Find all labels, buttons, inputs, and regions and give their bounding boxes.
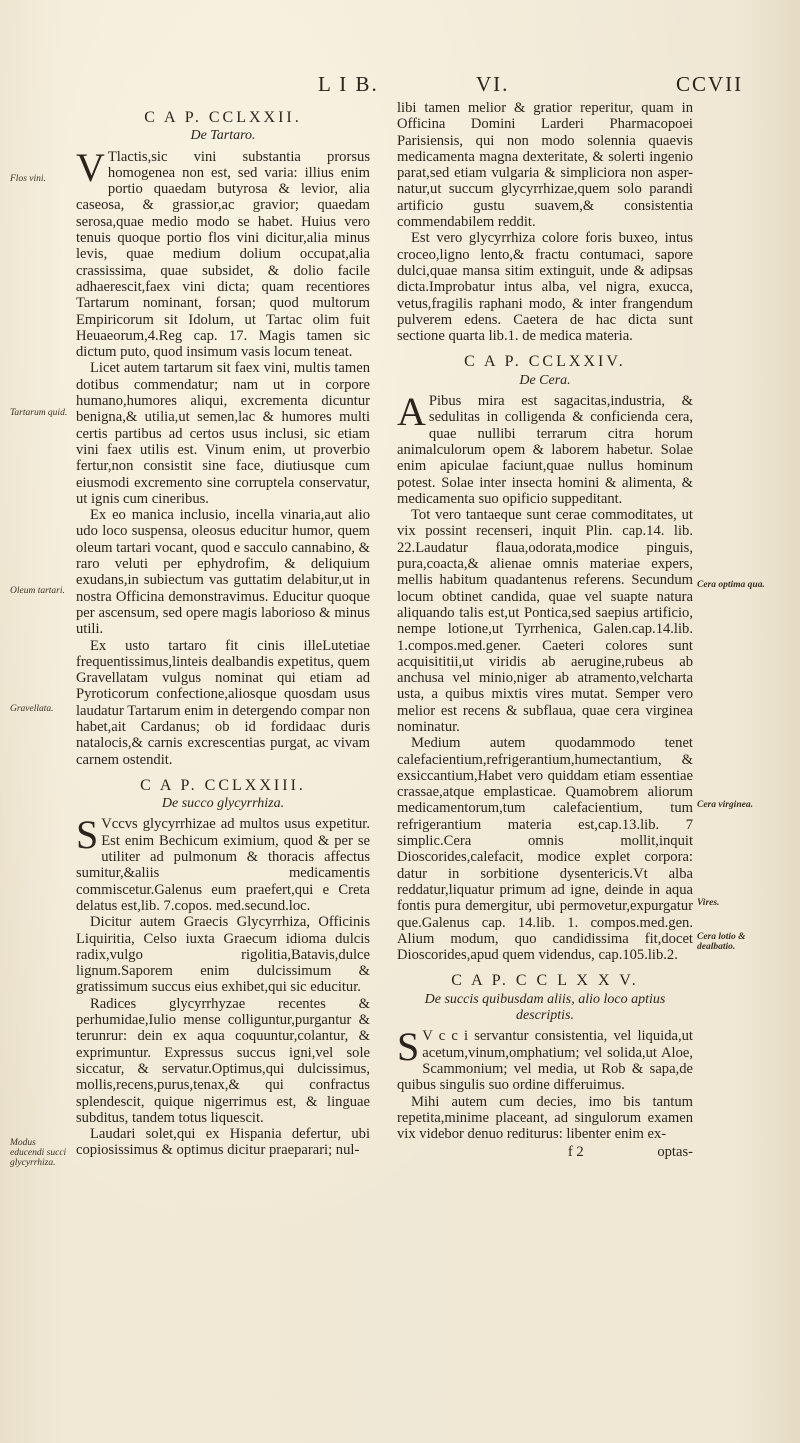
margin-note-modus-educendi: Modus educendi succi glycyrrhiza. [10,1138,67,1168]
signature-mark: f 2 [567,1144,584,1161]
chapter-272-heading: C A P. CCLXXII. [144,109,302,126]
drop-cap: S [76,812,99,858]
drop-cap: S [397,1024,420,1070]
right-column [397,100,693,1161]
drop-cap: V [76,144,105,190]
chapter-274-heading: C A P. CCLXXIV. [464,353,626,371]
running-head-book: L I B. [318,72,379,96]
drop-cap: A [397,389,426,435]
margin-note-vires: Vires. [697,898,720,908]
chapter-273-paragraph-4: Laudari solet,qui ex Hispania defertur, ubi copiosissimus & optimus dicitur praeparari; nul- [76,1126,370,1159]
chapter-273-paragraph-2: Dicitur autem Graecis Glycyrrhiza, Officinis Liquiritia, Celso iuxta Graecum idioma dulcis radix,vulgo rigolitia,Batavis,dulce lignum.Saporem enim dulcissimum & gratissimum succus eius exhibet,qui sic educitur. [76,914,370,996]
margin-note-cera-virginea: Cera virginea. [697,800,753,810]
chapter-275-heading: C A P. C C L X X V. [451,972,639,990]
left-column [76,100,370,1159]
margin-note-oleum-tartari: Oleum tartari. [10,586,65,596]
margin-note-cera-lotio: Cera lotio & dealbatio. [697,932,746,952]
chapter-273-paragraph-1: S Vccvs glycyrrhizae ad multos usus expetitur. Est enim Bechicum eximium, quod & per se utiliter ad pulmonum & thoracis affectus sumitur,&aliis medicamentis commiscetur.Galenus eum praefert,qui e Creta delatus est,lib. 7.copos. med.secund.loc. [76,812,370,914]
margin-note-gravellata: Gravellata. [10,704,54,714]
chapter-273-heading: C A P. CCLXXIII. [140,776,306,794]
chapter-272-paragraph-1: V Tlactis,sic vini substantia prorsus homogenea non est, sed varia: illius enim portio quaedam butyrosa & levior, alia caseosa, & grassior,ac gravior; quaedam serosa,quae medio modo se habet. Huius vero tenuis quoque portio flos vini dicitur,alia minus levis, quae medium dolium occupat,alia crassissima, quae subsidet, & dolio facile adhaerescit,faex vini dicta; quam recentiores Tartarum nominant, forsan; quod multorum Empiricorum sit Idolum, ut Tartac olim fuit Heuaeorum,4.Reg cap. 17. Magis tamen sic dictum puto, quod insimum vasis locum teneat. [76,144,370,361]
continued-paragraph-2: Est vero glycyrrhiza colore foris buxeo, intus croceo,ligno lento,& fractu contumaci, sapore dulci,quae mansa sitim extinguit, unde & adipsas dicta.Improbatur intus alba, vel nigra, exucca, vetus,fragilis raphani modo, & inter frangendum pulverem edens. Caetera de hac dicta sunt sectione quarta lib.1. de medica materia. [397,230,693,345]
margin-note-flos-vini: Flos vini. [10,174,46,184]
running-head [0,72,800,98]
chapter-275-paragraph-2: Mihi autem cum decies, imo bis tantum repetita,minime placeant, ad singulorum examen vix videbor denuo rediturus: libenter enim ex- [397,1093,693,1143]
chapter-275-title: De succis quibusdam aliis, alio loco aptius descriptis. [424,991,666,1024]
catchword: optas- [657,1144,693,1161]
chapter-272-title: De Tartaro. [190,128,256,144]
continued-paragraph-1: libi tamen melior & gratior reperitur, quam in Officina Domini Larderi Pharmacopoei Parisiensis, qui non modo solennia quaevis medicamenta magna dexteritate, & solerti ingenio parat,sed etiam vulgaria & simpliciora non asper-natur,ut succum glycyrrhizae,quem solo parandi artificio gustu suavem,& consistentia commendabilem reddit. [397,100,693,231]
chapter-274-paragraph-2: Tot vero tantaeque sunt cerae commoditates, ut vix possint recenseri, inquit Plin. cap.14. lib. 22.Laudatur flaua,odorata,modice pinguis, pura,coacta,& alienae omnis materiae expers, mellis habitum quadantenus referens. Secundum locum obtinet candida, quae vel suapte natura aliquando talis est,ut Pontica,sed saepius artificio, nempe lotione,ut Tyrrhenica, Galen.cap.14.lib. 1.compos.med.gener. Caeteri colores sunt acquisititii,ut viridis ab aerugine,rubeus ab anchusa vel minio,niger ab atramento,velcharta usta, a quibus mixtis vires mutat. Semper vero melior est recens & subflaua, quae cera virginea nominatur. [397,507,693,735]
running-head-book-number: VI. [476,72,510,96]
margin-note-cera-optima: Cera optima qua. [697,580,765,590]
chapter-274-paragraph-3: Medium autem quodammodo tenet calefacientium,refrigerantium,humectantium, & exsiccantium,Habet vero quiddam etiam essentiae crassae,atque emplasticae. Quamobrem aliorum medicamentorum,tum calefacientium, tum refrigerantium materia est,cap.13.lib. 7 simplic.Cera omnis mollit,inquit Dioscorides,calefacit, modice explet corpora: datur in sorbitione dysentericis.Vt alba reddatur,liquatur primum ad igne, deinde in aqua fontis pura demergitur, ubi permovetur,expurgatur que.Galenus cap. 14.lib. 1. compos.med.gen. Alium modum, quo candidissima fit,docet Dioscorides,apud quem videndus, cap.105.lib.2. [397,735,693,964]
chapter-272-paragraph-2: Licet autem tartarum sit faex vini, multis tamen dotibus commendatur; nam ut in corpore humano,humores aliqui, excrementa dicuntur benigna,& utilia,ut semen,lac & humores multi certis partibus ad certos usus inclusi, sic etiam vini faex utilis est. Vinum enim, ut proverbio fertur,non consistit sine face, diutiusque cum eiusmodi excremento sine corruptela conservatur, ut ignis cum cineribus. [76,360,370,507]
chapter-272-paragraph-3: Ex eo manica inclusio, incella vinaria,aut alio udo loco suspensa, oleosus educitur humor, quem oleum tartari vocant, quod e sacculo cannabino, & raro veluti per ephydrofim, & deliquium exudans,in subiectum vas guttatim delabitur,ut in nostra Officina demonstravimus. Educitur quoque per ascensum, sed opere magis laborioso & minus utili. [76,507,370,638]
page-footer [397,1144,693,1160]
chapter-275-paragraph-1: S V c c i servantur consistentia, vel liquida,ut acetum,vinum,omphatium; vel solida,ut Aloe, Scammonium; vel media, ut Rob & sapa,de quibus singulis suo ordine differuimus. [397,1024,693,1094]
chapter-273-title: De succo glycyrrhiza. [161,796,285,812]
chapter-274-title: De Cera. [519,372,571,388]
margin-note-tartarum-quid: Tartarum quid. [10,408,68,418]
chapter-274-paragraph-1: A Pibus mira est sagacitas,industria, & sedulitas in colligenda & conficienda cera, quae nullibi terrarum citra horum animalculorum opem & laborem habetur. Solae enim apiculae faciunt,quae nullus hominum potest. Solae inter insecta homini & alimenta, & medicamenta suo opificio suppeditant. [397,389,693,507]
chapter-272-paragraph-4: Ex usto tartaro fit cinis illeLutetiae frequentissimus,linteis dealbandis expetitus, quem Gravellatam vulgus nominat qui etiam ad Pyroticorum confectione,aliosque quosdam usus laudatur Tartarum enim in detergendo compar non habet,ait Cardanus; ob id fordidaac duris natalocis,& carnis excrescentias purgat, ac vivam carnem ostendit. [76,637,370,768]
page-number: CCVII [676,72,744,96]
chapter-273-paragraph-3: Radices glycyrrhyzae recentes & perhumidae,Iulio mense colliguntur,purgantur & terunrur: dein ex aqua coquuntur,colantur, & exprimuntur. Expressus succus igni,vel sole siccatur, & servatur.Optimus,qui dulcissimus, mollis,recens,purus,tenax,& qui confractus splendescit, quique nigerrimus est, & linguae subditus, tandem totus liquescit. [76,995,370,1126]
